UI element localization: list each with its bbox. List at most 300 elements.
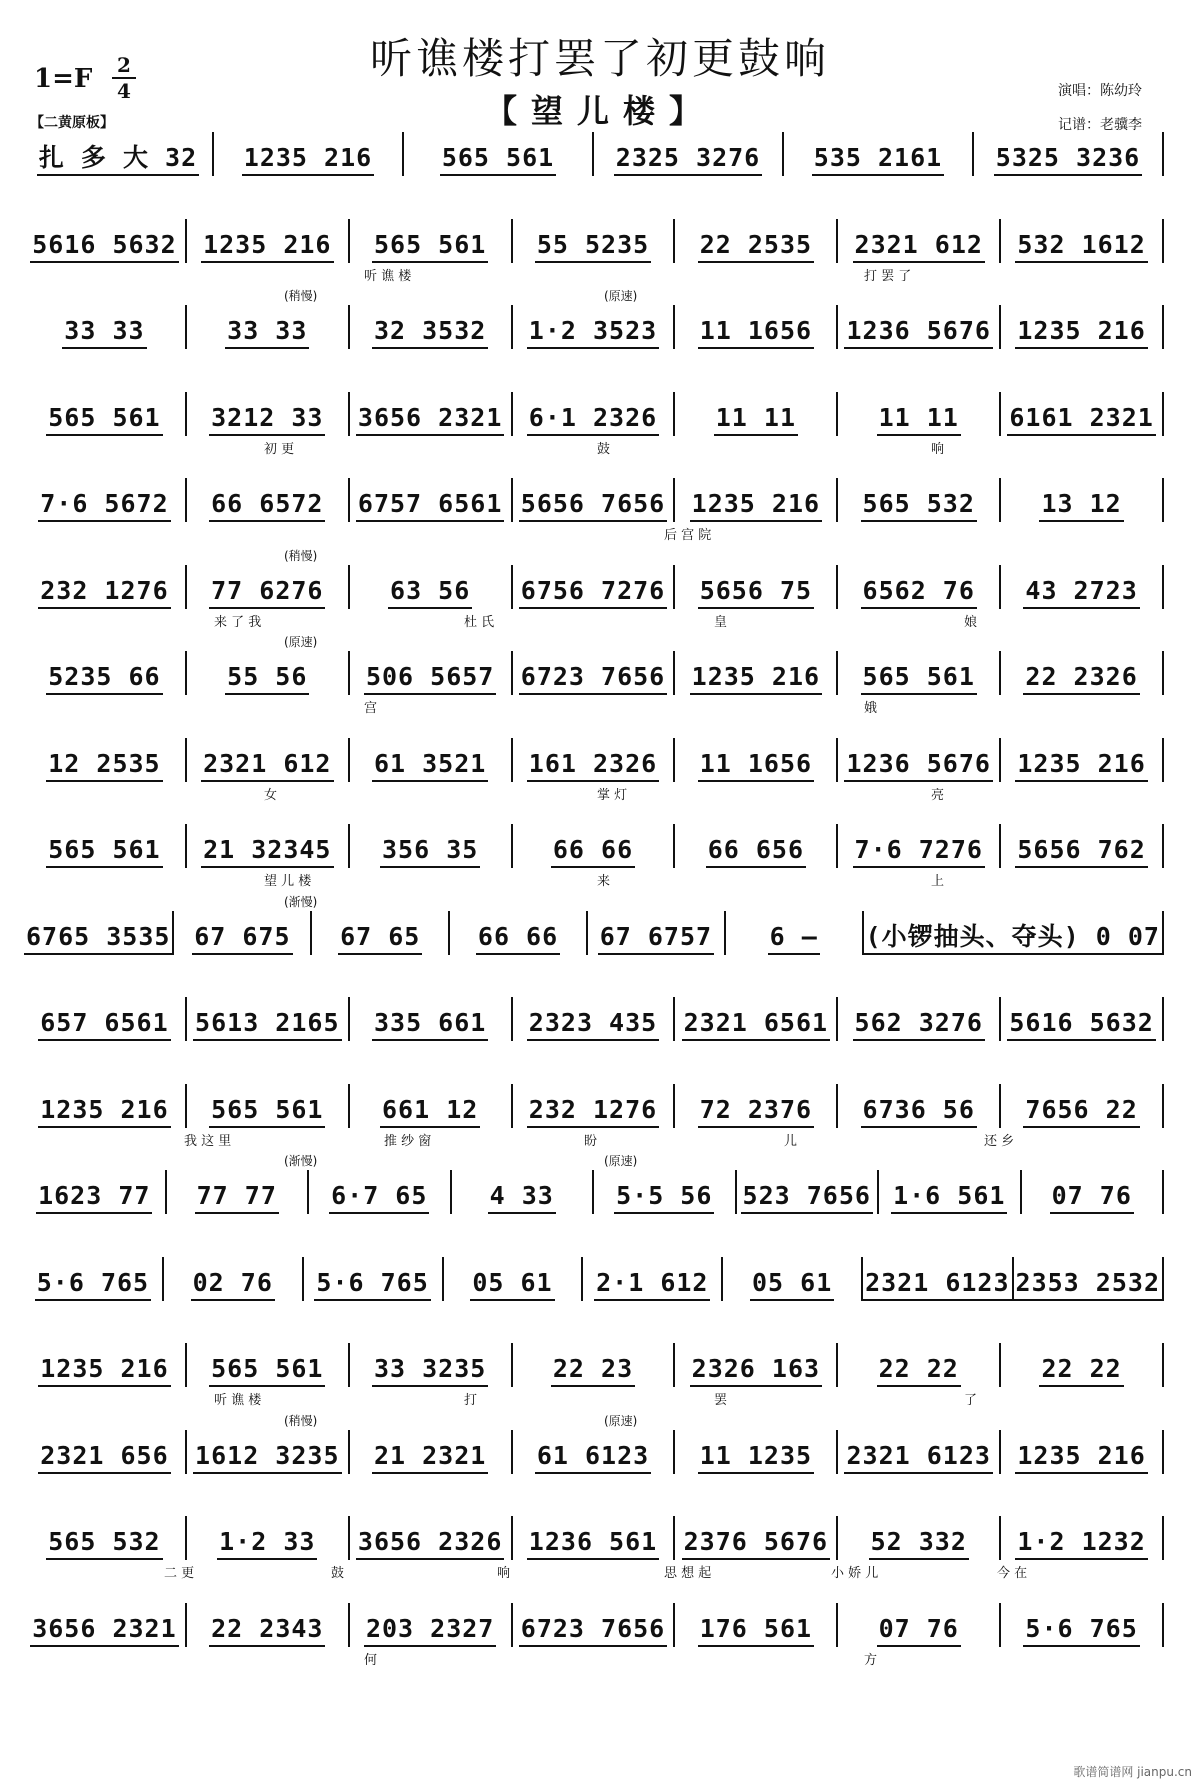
lyric: 打 罢 了 [864,268,912,284]
measure-notes: 6736 56 [861,1097,977,1128]
measure-notes: 1235 216 [201,232,333,263]
score-system [24,1154,1164,1230]
time-signature [112,54,136,102]
bar-line [1162,1516,1164,1560]
measure-notes: 13 12 [1039,491,1123,522]
measure-notes: 1236 5676 [844,318,992,349]
measure-notes: 67 675 [192,924,292,955]
measure-notes: 1235 216 [1015,1443,1147,1474]
lyrics-line [24,697,1164,715]
measure-notes: 565 561 [440,145,556,176]
measure [350,824,511,868]
measure [187,565,348,609]
bar-line [1162,651,1164,695]
measure [594,1170,735,1214]
measure-notes: 232 1276 [38,578,170,609]
system-notes [24,1255,1164,1301]
measure-notes: 1236 5676 [844,751,992,782]
measure [1001,392,1162,436]
lyrics-line [24,1043,1164,1061]
measure [350,305,511,349]
measure-notes: 2376 5676 [682,1529,830,1560]
measure [675,478,836,522]
system-notes [24,649,1164,695]
measure-notes: 2326 163 [690,1356,822,1387]
measure [167,1170,308,1214]
measure-notes: 5656 7656 [519,491,667,522]
measure-notes: 33 33 [225,318,309,349]
measure [863,1257,1011,1301]
bar-line [1162,478,1164,522]
measure [1001,219,1162,263]
measure [24,824,185,868]
measure-notes: 2321 612 [201,751,333,782]
measure [24,392,185,436]
measure-notes: 1235 216 [690,491,822,522]
system-notes [24,563,1164,609]
measure-notes: 5·6 765 [314,1270,430,1301]
measure [187,651,348,695]
measure [1014,1257,1162,1301]
system-notes [24,995,1164,1041]
measure-notes: 77 77 [195,1183,279,1214]
score-system [24,1255,1164,1317]
lyric: 方 [864,1652,878,1668]
measure-notes: 6·1 2326 [527,405,659,436]
measure [350,1516,511,1560]
lyric: 了 [964,1393,978,1408]
bar-line [1162,1084,1164,1128]
measure-notes: 2325 3276 [614,145,762,176]
measure-notes: 22 23 [551,1356,635,1387]
measure-notes: 6757 6561 [356,491,504,522]
lyrics-line [24,1389,1164,1407]
bar-line [1162,738,1164,782]
measure-notes: 11 1235 [698,1443,814,1474]
lyric: 小 娇 儿 [831,1566,879,1581]
measure [187,824,348,868]
lyric: 听 谯 楼 [214,1393,262,1408]
system-notes [24,1168,1164,1214]
measure [350,1084,511,1128]
measure [675,1603,836,1647]
measure-notes: 66 66 [476,924,560,955]
measure [838,478,999,522]
score-system [24,635,1164,716]
lyric: 打 [464,1393,478,1408]
measure [24,305,185,349]
measure-notes: 61 6123 [535,1443,651,1474]
measure [350,392,511,436]
measure-notes: 63 56 [388,578,472,609]
measure [513,1343,674,1387]
bar-line [1162,1603,1164,1647]
measure-notes: 33 3235 [372,1356,488,1387]
measure [187,1084,348,1128]
transcriber: 记谱：老骥李 [1058,117,1142,133]
measure-notes: 176 561 [698,1616,814,1647]
measure [588,911,724,955]
tempo-mark: (渐慢) [284,894,318,909]
measure-notes: 661 12 [380,1097,480,1128]
measure [24,911,172,955]
lyric: 何 [364,1652,378,1668]
measure [513,824,674,868]
measure-notes: 11 1656 [698,751,814,782]
measure [583,1257,721,1301]
measure-notes: 523 7656 [741,1183,873,1214]
lyric: 上 [931,874,945,889]
measure [24,132,212,176]
lyric: 二 更 [164,1566,195,1581]
measure [513,1603,674,1647]
lyric: 鼓 [597,441,611,457]
measure [350,651,511,695]
measure-notes: 11 11 [714,405,798,436]
measure [838,1603,999,1647]
lyrics-line [24,784,1164,802]
bar-line [1162,565,1164,609]
measure [513,651,674,695]
measure-notes: 565 561 [209,1356,325,1387]
lyrics-line [24,870,1164,888]
system-notes [24,1514,1164,1560]
bar-line [1162,1430,1164,1474]
measure [675,392,836,436]
measure-notes: 5656 75 [698,578,814,609]
measure [350,738,511,782]
measure-notes: 2·1 612 [594,1270,710,1301]
measure-notes: 67 65 [338,924,422,955]
system-notes [24,1082,1164,1128]
lyric: 还 乡 [984,1133,1015,1149]
measure [513,478,674,522]
measure [513,1516,674,1560]
lyric: 娥 [864,701,878,716]
bar-line [1162,1170,1164,1214]
measure-notes: 5616 5632 [30,232,178,263]
measure [164,1257,302,1301]
measure-notes: 32 3532 [372,318,488,349]
measure-notes: 565 561 [372,232,488,263]
measure-notes: 3212 33 [209,405,325,436]
measure-notes: 7656 22 [1023,1097,1139,1128]
measure-notes: 55 5235 [535,232,651,263]
measure-notes: (小锣抽头、夺头) 0 07 [864,924,1162,955]
measure [838,219,999,263]
measure-notes: 02 76 [191,1270,275,1301]
measure [1001,1084,1162,1128]
measure-notes: 5·5 56 [614,1183,714,1214]
measure-notes: 21 2321 [372,1443,488,1474]
system-notes [24,909,1164,955]
system-notes [24,130,1164,176]
measure [838,305,999,349]
lyric: 宫 [364,701,378,716]
measure [594,132,782,176]
measure [350,1603,511,1647]
measure [675,824,836,868]
measure [350,219,511,263]
system-notes [24,390,1164,436]
measure-notes: 6·7 65 [329,1183,429,1214]
score-system [24,548,1164,630]
measure [24,219,185,263]
measure-notes: 1623 77 [36,1183,152,1214]
measure-notes: 2323 435 [527,1010,659,1041]
measure [675,738,836,782]
page-title: 听谯楼打罢了初更鼓响 [369,34,830,83]
measure [24,1084,185,1128]
measure-notes: 72 2376 [698,1097,814,1128]
measure-notes: 22 2343 [209,1616,325,1647]
measure [838,565,999,609]
measure-notes: 7·6 5672 [38,491,170,522]
lyrics-line [24,1476,1164,1494]
measure [404,132,592,176]
subtitle: 【望儿楼】 [484,92,715,130]
measure-notes: 5656 762 [1015,837,1147,868]
measure [24,1257,162,1301]
measure [1001,824,1162,868]
score-system [24,1514,1164,1581]
measure-notes: 67 6757 [598,924,714,955]
bar-line [1162,911,1164,955]
measure [1001,1516,1162,1560]
lyric: 来 了 我 [214,614,262,630]
measure-notes: 565 532 [46,1529,162,1560]
performer: 演唱：陈幼玲 [1058,83,1142,99]
measure-notes: 5235 66 [46,664,162,695]
measure-notes: 77 6276 [209,578,325,609]
measure-notes: 2321 6561 [682,1010,830,1041]
measure [309,1170,450,1214]
system-notes [24,736,1164,782]
measure [675,1343,836,1387]
measure-notes: 3656 2321 [30,1616,178,1647]
measure [350,1343,511,1387]
measure-notes: 5325 3236 [994,145,1142,176]
measure [838,1084,999,1128]
bar-line [1162,219,1164,263]
lyrics-line [24,1216,1164,1234]
system-notes [24,1428,1164,1474]
score-system [24,894,1164,971]
measure-notes: 5613 2165 [193,1010,341,1041]
measure [675,1516,836,1560]
lyrics-line [24,265,1164,283]
measure-notes: 565 561 [209,1097,325,1128]
measure [1001,478,1162,522]
lyric: 儿 [784,1133,798,1149]
score-system [24,289,1164,365]
measure-notes: 2353 2532 [1014,1270,1162,1301]
measure-notes: 532 1612 [1015,232,1147,263]
measure [675,565,836,609]
score-system [24,130,1164,192]
measure [879,1170,1020,1214]
lyric: 罢 [714,1393,728,1408]
lyrics-line [24,1130,1164,1148]
measure [838,1516,999,1560]
measure-notes: 1235 216 [38,1356,170,1387]
measure [312,911,448,955]
measure [187,219,348,263]
measure [24,1170,165,1214]
measure-notes: 2321 612 [853,232,985,263]
system-notes [24,822,1164,868]
lyric: 后 宫 院 [664,528,712,543]
measure-notes: 1235 216 [1015,318,1147,349]
measure [675,305,836,349]
lyric: 女 [264,787,278,803]
measure [513,219,674,263]
measure [726,911,862,955]
measure-notes: 565 561 [861,664,977,695]
lyric: 亮 [931,787,945,803]
measure-notes: 2321 6123 [844,1443,992,1474]
lyric: 来 [597,874,611,889]
tempo-mark: (原速) [604,1413,638,1428]
lyric: 响 [497,1566,511,1581]
key-signature: 1=F [34,64,93,94]
measure [838,738,999,782]
score-system [24,736,1164,803]
measure [452,1170,593,1214]
measure-notes: 6765 3535 [24,924,172,955]
score-system [24,1413,1164,1490]
tempo-mark: (稍慢) [284,289,318,303]
bar-line [1162,1343,1164,1387]
measure-notes: 1·2 3523 [527,318,659,349]
measure [784,132,972,176]
measure-notes: 6756 7276 [519,578,667,609]
measure-notes: 356 35 [380,837,480,868]
measure-notes: 6723 7656 [519,664,667,695]
measure [24,738,185,782]
lyric: 初 更 [264,441,295,457]
lyric: 望 儿 楼 [264,874,312,889]
measure [187,1516,348,1560]
measure-notes: 66 656 [706,837,806,868]
measure [513,1084,674,1128]
measure [974,132,1162,176]
measure [1001,565,1162,609]
system-notes [24,1601,1164,1647]
measure-notes: 扎 多 大 32 [37,145,199,176]
measure [513,997,674,1041]
meter-top: 2 [117,53,131,77]
measure-notes: 2321 6123 [863,1270,1011,1301]
score-system [24,390,1164,457]
score-system [24,822,1164,889]
score-system [24,1341,1164,1408]
measure-notes: 3656 2321 [356,405,504,436]
measure-notes: 565 561 [46,837,162,868]
tempo-mark: (原速) [604,1154,638,1168]
lyric: 娘 [964,614,978,630]
measure [675,219,836,263]
measure [450,911,586,955]
lyrics-line [24,1649,1164,1667]
measure [675,1430,836,1474]
measure [838,651,999,695]
measure-notes: 66 6572 [209,491,325,522]
measure [24,478,185,522]
measure [187,738,348,782]
measure-notes: 11 1656 [698,318,814,349]
lyrics-line [24,611,1164,629]
measure-notes: 232 1276 [527,1097,659,1128]
lyrics-line [24,524,1164,542]
measure [1001,1430,1162,1474]
measure-notes: 1235 216 [242,145,374,176]
measure-notes: 22 2535 [698,232,814,263]
measure-notes: 6 – [768,924,820,955]
measure-notes: 3656 2326 [356,1529,504,1560]
measure-notes: 335 661 [372,1010,488,1041]
measure [723,1257,861,1301]
measure [350,565,511,609]
measure [675,651,836,695]
measure-notes: 535 2161 [812,145,944,176]
measure-notes: 161 2326 [527,751,659,782]
measure-notes: 22 22 [877,1356,961,1387]
measure [214,132,402,176]
measure [24,1430,185,1474]
measure-notes: 1236 561 [527,1529,659,1560]
measure [838,824,999,868]
measure-notes: 07 76 [1050,1183,1134,1214]
measure-notes: 05 61 [750,1270,834,1301]
measure [444,1257,582,1301]
tempo-mark: (稍慢) [284,1413,318,1428]
watermark: 歌谱简谱网 jianpu.cn [1073,1765,1192,1779]
measure [24,565,185,609]
measure-notes: 21 32345 [201,837,333,868]
measure [187,1430,348,1474]
measure-notes: 07 76 [877,1616,961,1647]
measure [350,478,511,522]
score-system [24,476,1164,543]
bar-line [1162,997,1164,1041]
measure [174,911,310,955]
measure-notes: 1·2 33 [217,1529,317,1560]
measure-notes: 22 22 [1039,1356,1123,1387]
measure [24,1343,185,1387]
measure-notes: 1235 216 [1015,751,1147,782]
measure [737,1170,878,1214]
measure-notes: 203 2327 [364,1616,496,1647]
measure [24,1603,185,1647]
measure-notes: 2321 656 [38,1443,170,1474]
tempo-mark: (稍慢) [284,548,318,563]
lyrics-line [24,957,1164,975]
measure [1001,305,1162,349]
lyrics-line [24,438,1164,456]
tempo-mark: (原速) [284,635,318,649]
system-notes [24,303,1164,349]
measure-notes: 657 6561 [38,1010,170,1041]
measure-notes: 43 2723 [1023,578,1139,609]
measure [513,738,674,782]
measure-notes: 05 61 [470,1270,554,1301]
score-system [24,1082,1164,1149]
lyric: 响 [931,441,945,457]
measure-notes: 7·6 7276 [853,837,985,868]
system-notes [24,1341,1164,1387]
measure-notes: 22 2326 [1023,664,1139,695]
